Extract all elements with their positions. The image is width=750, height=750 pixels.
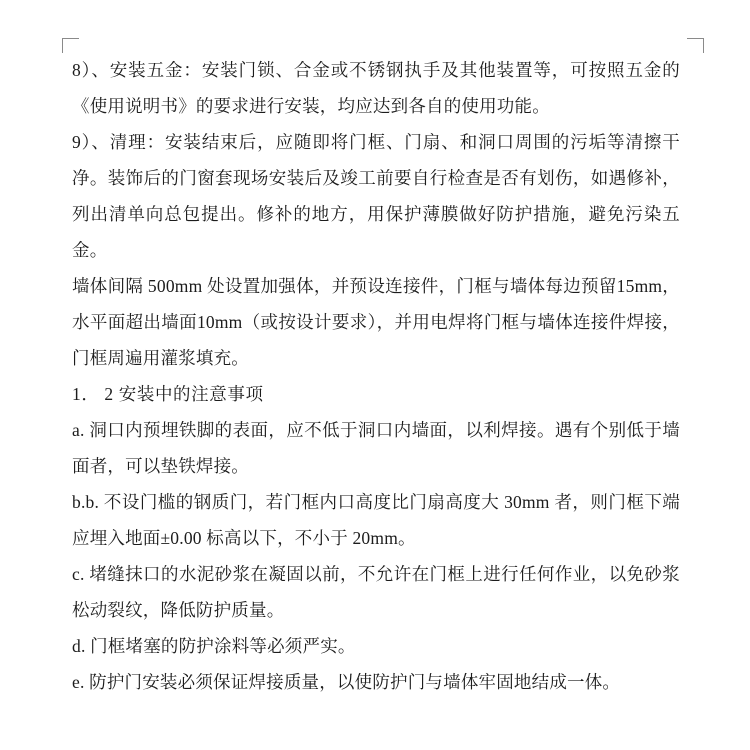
section-heading: 1． 2 安装中的注意事项 [72, 384, 264, 404]
paragraph: b.b. 不设门槛的钢质门，若门框内口高度比门扇高度大 30mm 者，则门框下端应埋入地面±0.00 标高以下，不小于 20mm。 [72, 492, 680, 548]
paragraph: c. 堵缝抹口的水泥砂浆在凝固以前，不允许在门框上进行任何作业，以免砂浆松动裂纹，降低防护质量。 [72, 564, 680, 620]
paragraph: a. 洞口内预埋铁脚的表面，应不低于洞口内墙面，以利焊接。遇有个别低于墙面者，可以垫铁焊接。 [72, 420, 680, 476]
paragraph: d. 门框堵塞的防护涂料等必须严实。 [72, 636, 356, 656]
document-body [72, 52, 680, 700]
paragraph: e. 防护门安装必须保证焊接质量，以使防护门与墙体牢固地结成一体。 [72, 672, 621, 692]
paragraph: 墙体间隔 500mm 处设置加强体，并预设连接件，门框与墙体每边预留15mm，水平面超出墙面10mm（或按设计要求），并用电焊将门框与墙体连接件焊接，门框周遍用灌浆填充。 [72, 276, 680, 368]
crop-mark-top-left [62, 38, 79, 53]
crop-mark-top-right [687, 38, 704, 53]
paragraph: 8）、安装五金：安装门锁、合金或不锈钢执手及其他装置等，可按照五金的《使用说明书》的要求进行安装，均应达到各自的使用功能。 [72, 60, 680, 116]
paragraph: 9）、清理：安装结束后，应随即将门框、门扇、和洞口周围的污垢等清擦干净。装饰后的门窗套现场安装后及竣工前要自行检查是否有划伤，如遇修补，列出清单向总包提出。修补的地方，用保护薄膜做好防护措施，避免污染五金。 [72, 132, 680, 260]
